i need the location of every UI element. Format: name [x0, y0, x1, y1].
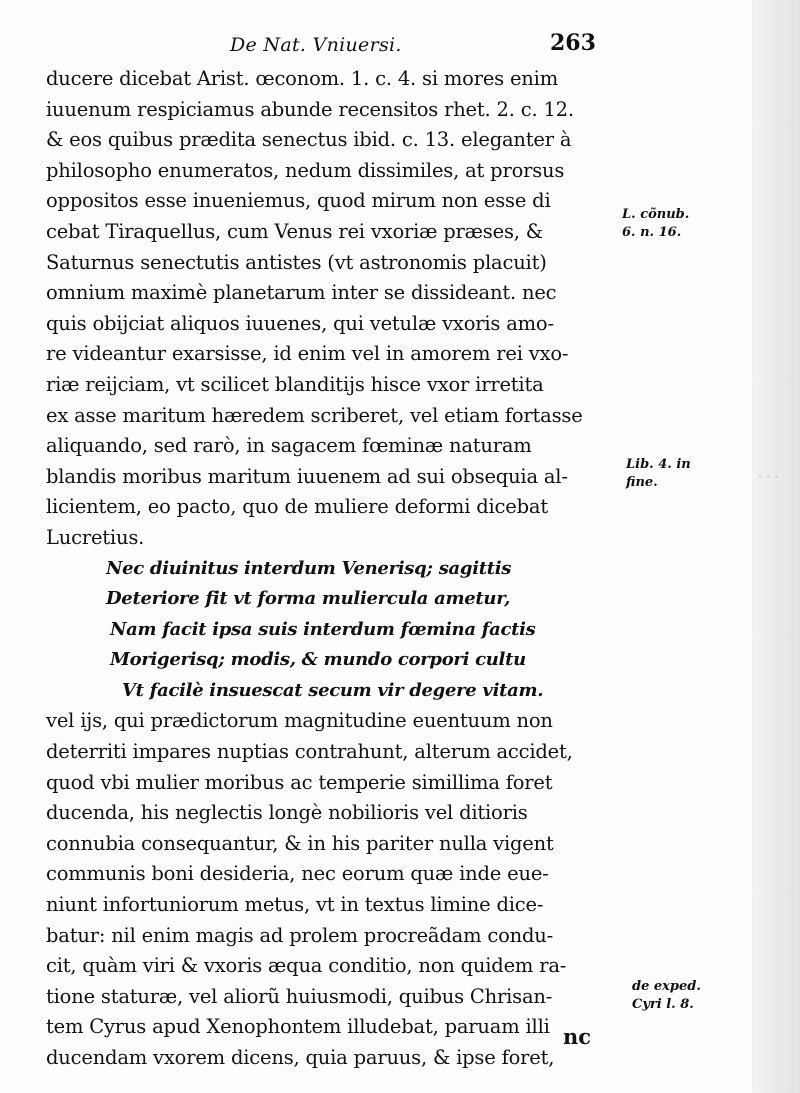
page-number: 263: [550, 30, 596, 56]
paragraph-top: [46, 64, 621, 554]
text-line: tione staturæ, vel aliorũ huiusmodi, quibus Chrisan-: [46, 984, 553, 1008]
text-line: cebat Tiraquellus, cum Venus rei vxoriæ præses, &: [46, 219, 543, 243]
text-line: iuuenum respiciamus abunde recensitos rhet. 2. c. 12.: [46, 97, 574, 121]
margin-note-line: de exped.: [632, 979, 701, 994]
text-line: blandis moribus maritum iuuenem ad sui obsequia al-: [46, 464, 568, 488]
verse-quotation: [46, 554, 621, 707]
running-title: De Nat. Vniuersi.: [230, 34, 402, 56]
text-line: Lucretius.: [46, 525, 145, 549]
text-line: ducenda, his neglectis longè nobilioris vel ditioris: [46, 801, 528, 825]
margin-note-line: Lib. 4. in: [626, 457, 691, 472]
text-line: tem Cyrus apud Xenophontem illudebat, paruam illi: [46, 1015, 550, 1039]
text-line: quod vbi mulier moribus ac temperie simillima foret: [46, 770, 553, 794]
verse-line: Nec diuinitus interdum Venerisq; sagittis: [106, 557, 512, 579]
text-line: batur: nil enim magis ad prolem procreãdam condu-: [46, 923, 554, 947]
text-line: communis boni desideria, nec eorum quæ inde eue-: [46, 862, 549, 886]
margin-note-line: L. cõnub.: [622, 207, 690, 222]
margin-note-conub: [622, 206, 689, 242]
text-line: cit, quàm viri & vxoris æqua conditio, non quidem ra-: [46, 954, 567, 978]
text-line: aliquando, sed rarò, in sagacem fœminæ naturam: [46, 434, 532, 458]
text-line: oppositos esse inueniemus, quod mirum non esse di: [46, 189, 551, 213]
margin-note-cyri: [632, 978, 701, 1014]
text-line: omnium maximè planetarum inter se dissideant. nec: [46, 281, 557, 305]
text-line: quis obijciat aliquos iuuenes, qui vetulæ vxoris amo-: [46, 311, 554, 335]
catchword: nc: [563, 1024, 592, 1049]
verse-line: Nam facit ipsa suis interdum fœmina factis: [110, 618, 536, 640]
text-line: ducere dicebat Arist. œconom. 1. c. 4. si mores enim: [46, 67, 558, 90]
facing-page-edge: [752, 0, 800, 1093]
margin-note-line: 6. n. 16.: [622, 225, 682, 240]
text-line: licientem, eo pacto, quo de muliere deformi dicebat: [46, 495, 548, 519]
text-line: ex asse maritum hæredem scriberet, vel etiam fortasse: [46, 403, 583, 427]
text-line: riæ reijciam, vt scilicet blanditijs hisce vxor irretita: [46, 372, 544, 396]
verse-line: Morigerisq; modis, & mundo corpori cultu: [110, 649, 526, 671]
verse-line: Vt facilè insuescat secum vir degere vitam.: [122, 679, 544, 701]
text-line: re videantur exarsisse, id enim vel in amorem rei vxo-: [46, 342, 569, 366]
text-line: Saturnus senectutis antistes (vt astronomis placuit): [46, 250, 547, 274]
paragraph-bottom: [46, 706, 621, 1073]
text-line: vel ijs, qui prædictorum magnitudine euentuum non: [46, 709, 553, 733]
margin-note-line: fine.: [626, 475, 658, 490]
margin-note-lib4: [626, 456, 691, 492]
text-line: philosopho enumeratos, nedum dissimiles, at prorsus: [46, 158, 565, 182]
text-line: ducendam vxorem dicens, quia paruus, & ipse foret,: [46, 1046, 555, 1069]
text-line: deterriti impares nuptias contrahunt, alterum accidet,: [46, 740, 573, 764]
text-line: & eos quibus prædita senectus ibid. c. 13. eleganter à: [46, 128, 572, 152]
bleed-through-text: · · ·: [758, 470, 779, 485]
verse-line: Deteriore fit vt forma muliercula ametur,: [106, 588, 511, 610]
main-text: [46, 64, 621, 1074]
margin-note-line: Cyri l. 8.: [632, 997, 694, 1012]
text-line: connubia consequantur, & in his pariter nulla vigent: [46, 831, 554, 855]
text-line: niunt infortuniorum metus, vt in textus limine dice-: [46, 893, 544, 917]
